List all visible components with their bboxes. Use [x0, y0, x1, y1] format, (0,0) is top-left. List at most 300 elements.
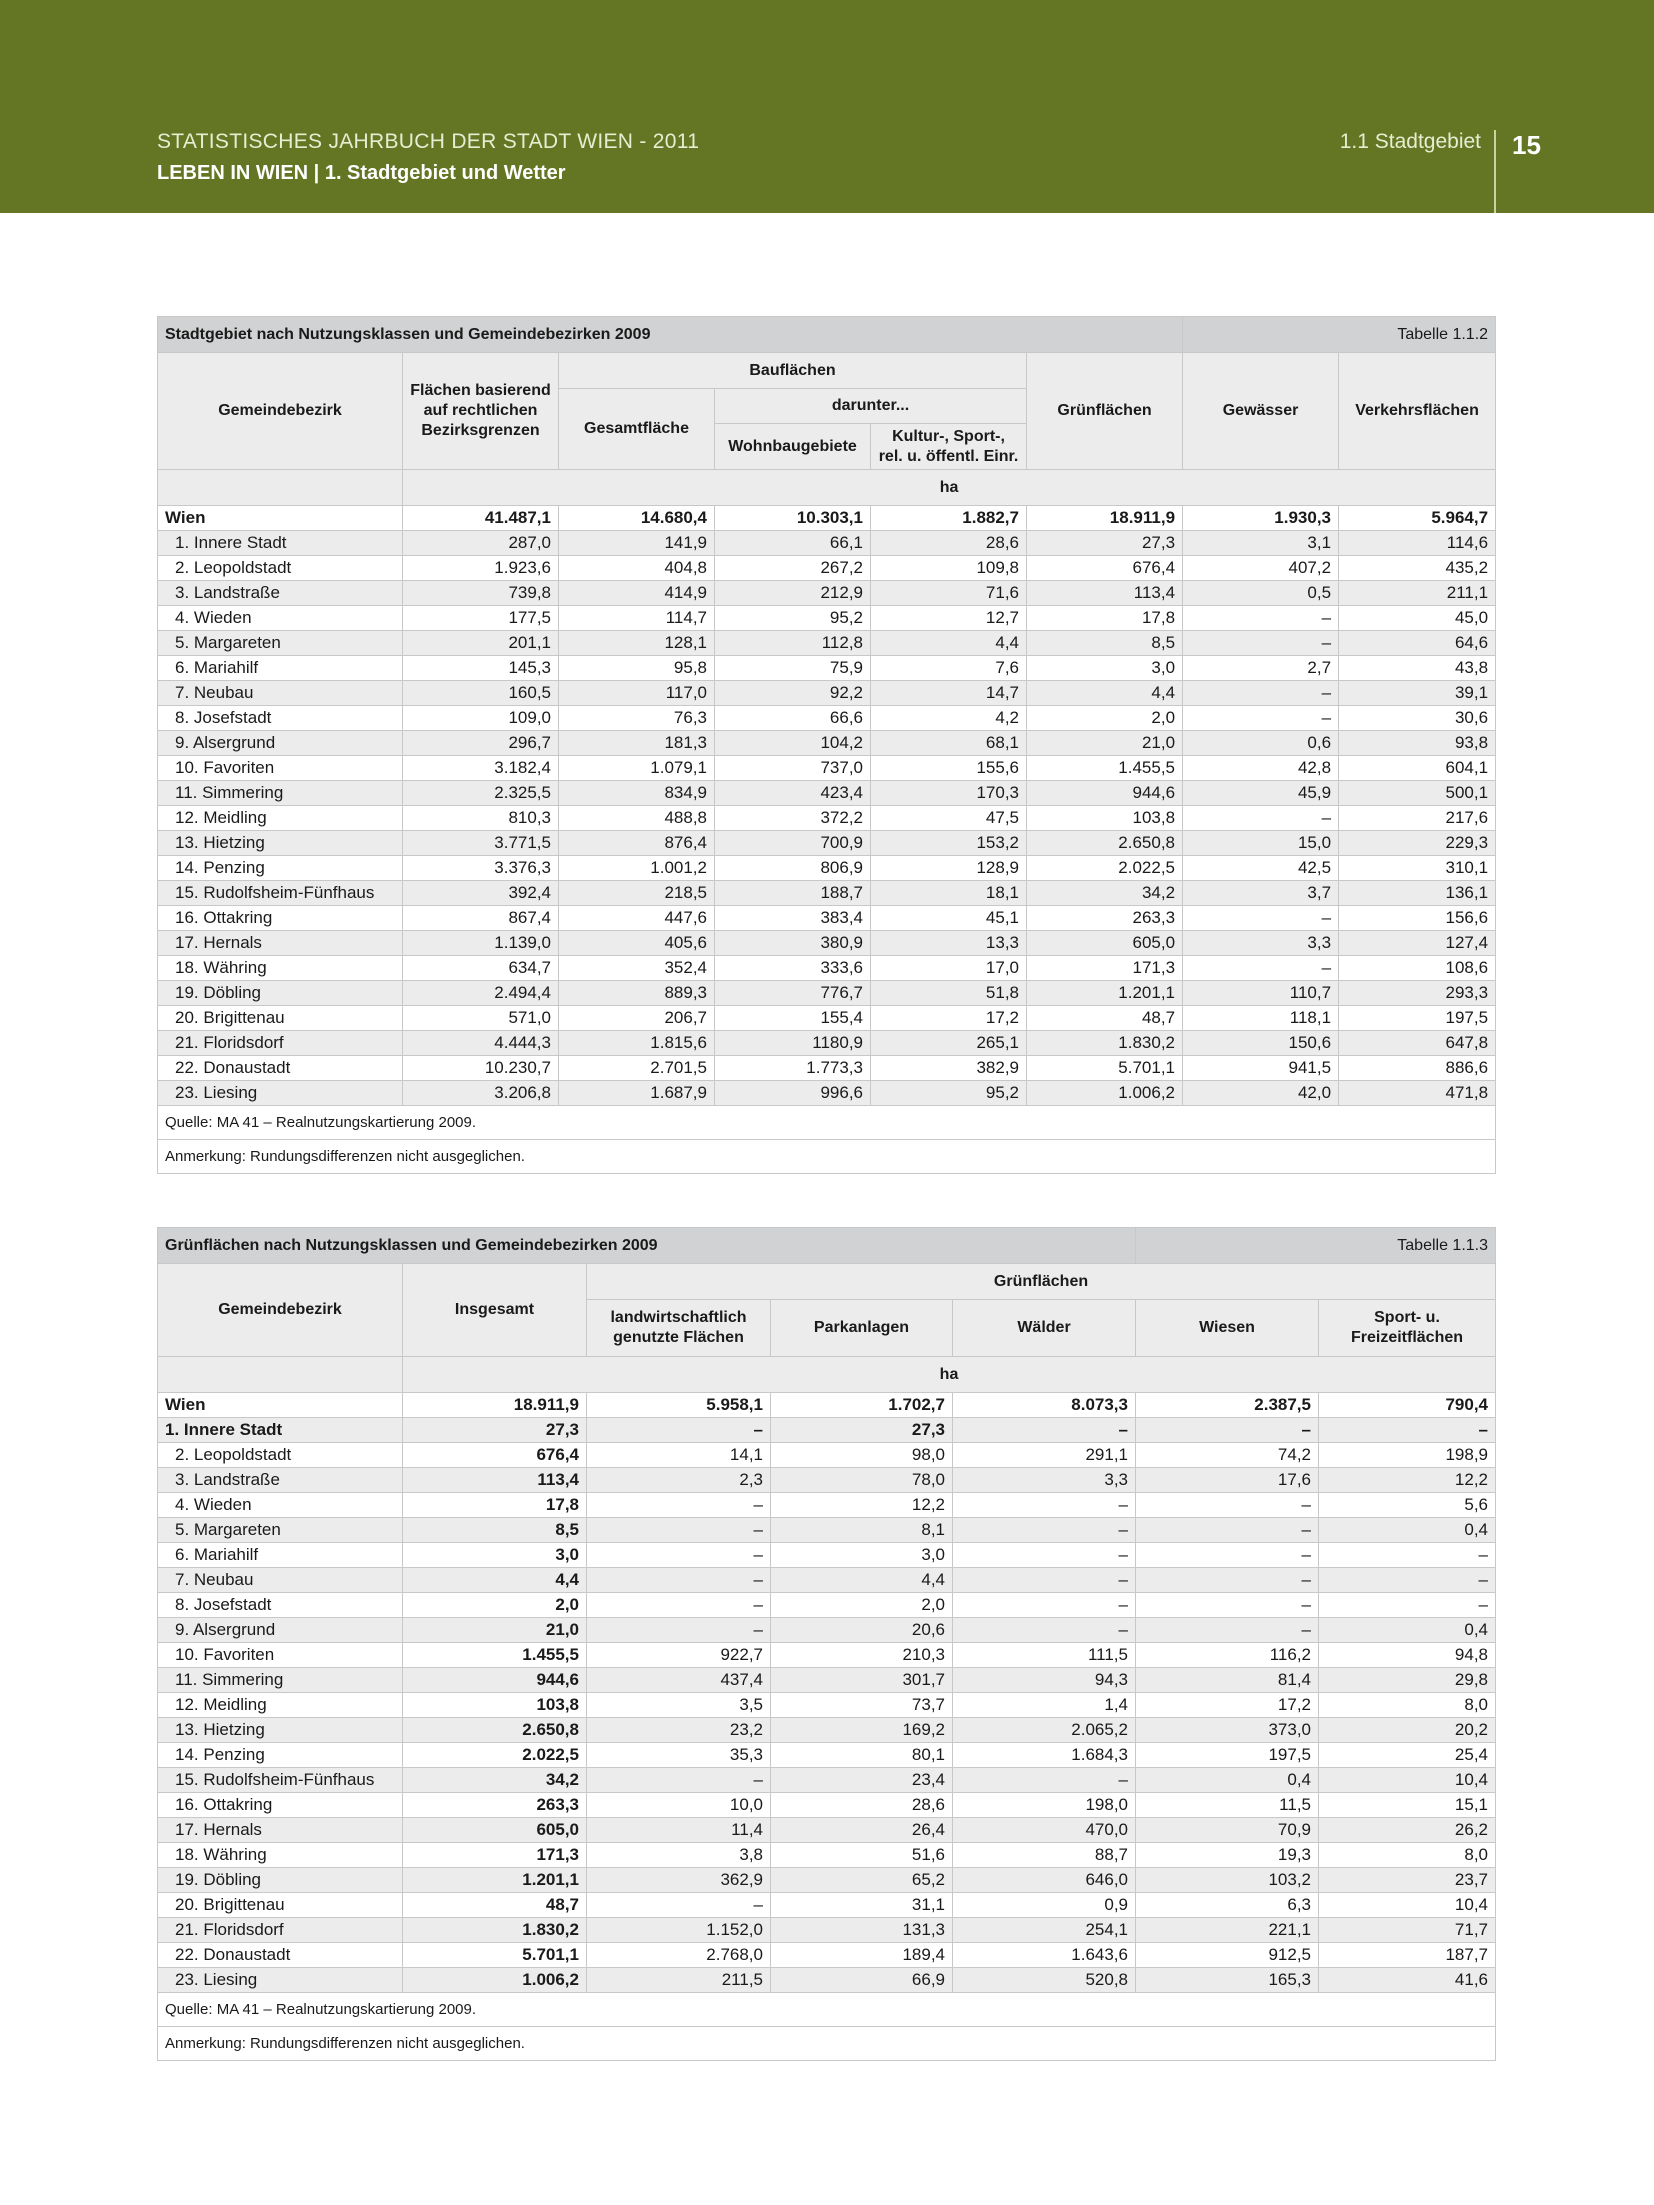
- value-cell: 13,3: [871, 931, 1027, 956]
- district-name: Wien: [158, 506, 403, 531]
- district-name: 11. Simmering: [158, 1668, 403, 1693]
- value-cell: 8.073,3: [953, 1393, 1136, 1418]
- value-cell: 944,6: [1027, 781, 1183, 806]
- value-cell: 189,4: [771, 1943, 953, 1968]
- value-cell: –: [1136, 1618, 1319, 1643]
- value-cell: 8,5: [1027, 631, 1183, 656]
- value-cell: 76,3: [559, 706, 715, 731]
- value-cell: 3.771,5: [403, 831, 559, 856]
- value-cell: 26,2: [1319, 1818, 1496, 1843]
- value-cell: 170,3: [871, 781, 1027, 806]
- value-cell: 5,6: [1319, 1493, 1496, 1518]
- value-cell: 1.006,2: [403, 1968, 587, 1993]
- value-cell: 886,6: [1339, 1056, 1496, 1081]
- value-cell: 3,1: [1183, 531, 1339, 556]
- value-cell: –: [587, 1768, 771, 1793]
- value-cell: 11,4: [587, 1818, 771, 1843]
- value-cell: 117,0: [559, 681, 715, 706]
- value-cell: 17,2: [1136, 1693, 1319, 1718]
- district-name: 22. Donaustadt: [158, 1943, 403, 1968]
- value-cell: –: [1183, 706, 1339, 731]
- value-cell: 17,8: [403, 1493, 587, 1518]
- district-name: 3. Landstraße: [158, 581, 403, 606]
- value-cell: 14.680,4: [559, 506, 715, 531]
- col-header-bezirk: Gemeindebezirk: [158, 353, 403, 470]
- value-cell: 310,1: [1339, 856, 1496, 881]
- value-cell: 1.455,5: [403, 1643, 587, 1668]
- value-cell: 218,5: [559, 881, 715, 906]
- table-row: [158, 1443, 1496, 1468]
- value-cell: 201,1: [403, 631, 559, 656]
- value-cell: 42,5: [1183, 856, 1339, 881]
- value-cell: –: [1319, 1418, 1496, 1443]
- value-cell: 177,5: [403, 606, 559, 631]
- value-cell: 296,7: [403, 731, 559, 756]
- value-cell: 111,5: [953, 1643, 1136, 1668]
- col-header-parkanlagen: Parkanlagen: [771, 1300, 953, 1357]
- value-cell: 75,9: [715, 656, 871, 681]
- value-cell: 922,7: [587, 1643, 771, 1668]
- table-row: [158, 781, 1496, 806]
- value-cell: 23,7: [1319, 1868, 1496, 1893]
- district-name: 6. Mariahilf: [158, 656, 403, 681]
- value-cell: 113,4: [403, 1468, 587, 1493]
- value-cell: 362,9: [587, 1868, 771, 1893]
- value-cell: –: [953, 1593, 1136, 1618]
- value-cell: 95,2: [715, 606, 871, 631]
- value-cell: 109,0: [403, 706, 559, 731]
- table-source: Quelle: MA 41 – Realnutzungskartierung 2009.: [158, 1106, 1496, 1140]
- value-cell: 1.079,1: [559, 756, 715, 781]
- table-1-1-3: [157, 1227, 1496, 2061]
- table-row: [158, 1493, 1496, 1518]
- value-cell: 383,4: [715, 906, 871, 931]
- district-name: 14. Penzing: [158, 1743, 403, 1768]
- value-cell: 889,3: [559, 981, 715, 1006]
- value-cell: 65,2: [771, 1868, 953, 1893]
- value-cell: 198,0: [953, 1793, 1136, 1818]
- yearbook-title: STATISTISCHES JAHRBUCH DER STADT WIEN - 2011: [157, 130, 700, 153]
- value-cell: 4,2: [871, 706, 1027, 731]
- district-name: 4. Wieden: [158, 606, 403, 631]
- value-cell: –: [1183, 631, 1339, 656]
- value-cell: –: [587, 1543, 771, 1568]
- value-cell: –: [1183, 956, 1339, 981]
- district-name: 2. Leopoldstadt: [158, 1443, 403, 1468]
- section-title: 1.1 Stadtgebiet: [1339, 130, 1481, 153]
- value-cell: 81,4: [1136, 1668, 1319, 1693]
- value-cell: –: [1319, 1568, 1496, 1593]
- district-name: 19. Döbling: [158, 981, 403, 1006]
- value-cell: –: [953, 1768, 1136, 1793]
- table-row: [158, 1718, 1496, 1743]
- value-cell: 114,7: [559, 606, 715, 631]
- value-cell: 2.650,8: [1027, 831, 1183, 856]
- value-cell: 5.701,1: [403, 1943, 587, 1968]
- district-name: 17. Hernals: [158, 931, 403, 956]
- value-cell: 265,1: [871, 1031, 1027, 1056]
- value-cell: 42,0: [1183, 1081, 1339, 1106]
- value-cell: 171,3: [403, 1843, 587, 1868]
- value-cell: 17,0: [871, 956, 1027, 981]
- table-row: [158, 1843, 1496, 1868]
- value-cell: 10.230,7: [403, 1056, 559, 1081]
- value-cell: 263,3: [403, 1793, 587, 1818]
- value-cell: 423,4: [715, 781, 871, 806]
- col-header-wiesen: Wiesen: [1136, 1300, 1319, 1357]
- value-cell: 1.773,3: [715, 1056, 871, 1081]
- value-cell: 3,0: [771, 1543, 953, 1568]
- table-row: [158, 1793, 1496, 1818]
- value-cell: 407,2: [1183, 556, 1339, 581]
- value-cell: 520,8: [953, 1968, 1136, 1993]
- value-cell: 5.701,1: [1027, 1056, 1183, 1081]
- value-cell: 447,6: [559, 906, 715, 931]
- value-cell: 47,5: [871, 806, 1027, 831]
- district-name: 20. Brigittenau: [158, 1006, 403, 1031]
- value-cell: –: [1183, 806, 1339, 831]
- value-cell: 3,3: [1183, 931, 1339, 956]
- value-cell: 0,4: [1136, 1768, 1319, 1793]
- value-cell: 647,8: [1339, 1031, 1496, 1056]
- table-row: [158, 1768, 1496, 1793]
- district-name: 21. Floridsdorf: [158, 1031, 403, 1056]
- table-row: [158, 1968, 1496, 1993]
- value-cell: 92,2: [715, 681, 871, 706]
- value-cell: 5.958,1: [587, 1393, 771, 1418]
- value-cell: 0,5: [1183, 581, 1339, 606]
- value-cell: 71,7: [1319, 1918, 1496, 1943]
- unit-label: ha: [403, 470, 1496, 506]
- table-row: [158, 656, 1496, 681]
- table-row: [158, 756, 1496, 781]
- table-row: [158, 806, 1496, 831]
- value-cell: 181,3: [559, 731, 715, 756]
- value-cell: 23,2: [587, 1718, 771, 1743]
- value-cell: 155,6: [871, 756, 1027, 781]
- value-cell: 229,3: [1339, 831, 1496, 856]
- value-cell: 217,6: [1339, 806, 1496, 831]
- table-row: [158, 856, 1496, 881]
- value-cell: 867,4: [403, 906, 559, 931]
- value-cell: 12,2: [771, 1493, 953, 1518]
- value-cell: 2,3: [587, 1468, 771, 1493]
- table-source: Quelle: MA 41 – Realnutzungskartierung 2009.: [158, 1993, 1496, 2027]
- value-cell: 19,3: [1136, 1843, 1319, 1868]
- district-name: 16. Ottakring: [158, 1793, 403, 1818]
- value-cell: 2,0: [1027, 706, 1183, 731]
- value-cell: 1.006,2: [1027, 1081, 1183, 1106]
- value-cell: 634,7: [403, 956, 559, 981]
- district-name: 1. Innere Stadt: [158, 1418, 403, 1443]
- value-cell: 12,7: [871, 606, 1027, 631]
- value-cell: 435,2: [1339, 556, 1496, 581]
- district-name: 7. Neubau: [158, 1568, 403, 1593]
- value-cell: 64,6: [1339, 631, 1496, 656]
- value-cell: 1.643,6: [953, 1943, 1136, 1968]
- value-cell: 131,3: [771, 1918, 953, 1943]
- value-cell: 373,0: [1136, 1718, 1319, 1743]
- value-cell: 10,0: [587, 1793, 771, 1818]
- value-cell: 3,8: [587, 1843, 771, 1868]
- value-cell: 88,7: [953, 1843, 1136, 1868]
- district-name: 13. Hietzing: [158, 831, 403, 856]
- value-cell: –: [1136, 1568, 1319, 1593]
- value-cell: 1.139,0: [403, 931, 559, 956]
- value-cell: 188,7: [715, 881, 871, 906]
- table-row: [158, 1031, 1496, 1056]
- table-row: [158, 1943, 1496, 1968]
- value-cell: 437,4: [587, 1668, 771, 1693]
- district-name: 15. Rudolfsheim-Fünfhaus: [158, 881, 403, 906]
- value-cell: 996,6: [715, 1081, 871, 1106]
- table-row: [158, 1743, 1496, 1768]
- value-cell: 70,9: [1136, 1818, 1319, 1843]
- col-header-darunter: darunter...: [715, 389, 1027, 424]
- table-number: Tabelle 1.1.2: [1183, 317, 1496, 353]
- value-cell: 26,4: [771, 1818, 953, 1843]
- district-name: 18. Währing: [158, 956, 403, 981]
- table-row: [158, 681, 1496, 706]
- table-row: [158, 1056, 1496, 1081]
- value-cell: 35,3: [587, 1743, 771, 1768]
- value-cell: 103,2: [1136, 1868, 1319, 1893]
- district-name: 21. Floridsdorf: [158, 1918, 403, 1943]
- value-cell: 571,0: [403, 1006, 559, 1031]
- value-cell: –: [1136, 1418, 1319, 1443]
- district-name: 2. Leopoldstadt: [158, 556, 403, 581]
- value-cell: 7,6: [871, 656, 1027, 681]
- value-cell: 604,1: [1339, 756, 1496, 781]
- value-cell: 31,1: [771, 1893, 953, 1918]
- value-cell: –: [1136, 1518, 1319, 1543]
- table-row: [158, 931, 1496, 956]
- value-cell: 136,1: [1339, 881, 1496, 906]
- col-header-bezirk: Gemeindebezirk: [158, 1264, 403, 1357]
- value-cell: 45,1: [871, 906, 1027, 931]
- value-cell: 4,4: [1027, 681, 1183, 706]
- value-cell: 1.455,5: [1027, 756, 1183, 781]
- value-cell: 790,4: [1319, 1393, 1496, 1418]
- value-cell: 2.022,5: [403, 1743, 587, 1768]
- value-cell: 267,2: [715, 556, 871, 581]
- value-cell: 10.303,1: [715, 506, 871, 531]
- value-cell: 293,3: [1339, 981, 1496, 1006]
- value-cell: 66,1: [715, 531, 871, 556]
- value-cell: 488,8: [559, 806, 715, 831]
- value-cell: 15,1: [1319, 1793, 1496, 1818]
- value-cell: 3.206,8: [403, 1081, 559, 1106]
- table-title: Grünflächen nach Nutzungsklassen und Gemeindebezirken 2009: [158, 1228, 1136, 1264]
- value-cell: 17,6: [1136, 1468, 1319, 1493]
- value-cell: 10,4: [1319, 1893, 1496, 1918]
- value-cell: 21,0: [1027, 731, 1183, 756]
- value-cell: 392,4: [403, 881, 559, 906]
- value-cell: 2,0: [771, 1593, 953, 1618]
- value-cell: 1.687,9: [559, 1081, 715, 1106]
- value-cell: 3,3: [953, 1468, 1136, 1493]
- table-row: [158, 831, 1496, 856]
- value-cell: 66,9: [771, 1968, 953, 1993]
- value-cell: 5.964,7: [1339, 506, 1496, 531]
- value-cell: 20,6: [771, 1618, 953, 1643]
- value-cell: 95,2: [871, 1081, 1027, 1106]
- district-name: 4. Wieden: [158, 1493, 403, 1518]
- table-row: [158, 506, 1496, 531]
- col-header-bauflaechen: Bauflächen: [559, 353, 1027, 389]
- value-cell: 14,7: [871, 681, 1027, 706]
- value-cell: 3,0: [1027, 656, 1183, 681]
- table-row: [158, 1868, 1496, 1893]
- value-cell: 74,2: [1136, 1443, 1319, 1468]
- value-cell: 127,4: [1339, 931, 1496, 956]
- table-row: [158, 981, 1496, 1006]
- district-name: 5. Margareten: [158, 1518, 403, 1543]
- table-row: [158, 1818, 1496, 1843]
- value-cell: 3,0: [403, 1543, 587, 1568]
- value-cell: 2.065,2: [953, 1718, 1136, 1743]
- col-header-waelder: Wälder: [953, 1300, 1136, 1357]
- value-cell: 944,6: [403, 1668, 587, 1693]
- district-name: 12. Meidling: [158, 806, 403, 831]
- value-cell: 405,6: [559, 931, 715, 956]
- table-row: [158, 581, 1496, 606]
- value-cell: 646,0: [953, 1868, 1136, 1893]
- table-row: [158, 731, 1496, 756]
- value-cell: –: [1319, 1543, 1496, 1568]
- value-cell: 1180,9: [715, 1031, 871, 1056]
- value-cell: 301,7: [771, 1668, 953, 1693]
- district-name: 15. Rudolfsheim-Fünfhaus: [158, 1768, 403, 1793]
- value-cell: 3.376,3: [403, 856, 559, 881]
- value-cell: 8,1: [771, 1518, 953, 1543]
- value-cell: 18,1: [871, 881, 1027, 906]
- value-cell: 103,8: [403, 1693, 587, 1718]
- value-cell: 45,9: [1183, 781, 1339, 806]
- col-header-gesamtflaeche: Gesamtfläche: [559, 389, 715, 470]
- district-name: 6. Mariahilf: [158, 1543, 403, 1568]
- value-cell: 27,3: [403, 1418, 587, 1443]
- value-cell: 27,3: [1027, 531, 1183, 556]
- value-cell: 80,1: [771, 1743, 953, 1768]
- value-cell: 382,9: [871, 1056, 1027, 1081]
- page-number: 15: [1512, 130, 1541, 160]
- value-cell: 912,5: [1136, 1943, 1319, 1968]
- value-cell: 156,6: [1339, 906, 1496, 931]
- value-cell: 1.702,7: [771, 1393, 953, 1418]
- value-cell: 1.930,3: [1183, 506, 1339, 531]
- district-name: 7. Neubau: [158, 681, 403, 706]
- value-cell: 700,9: [715, 831, 871, 856]
- col-header-gruenflaechen: Grünflächen: [1027, 353, 1183, 470]
- value-cell: 112,8: [715, 631, 871, 656]
- col-header-wohnbaugebiete: Wohnbaugebiete: [715, 424, 871, 470]
- value-cell: 211,1: [1339, 581, 1496, 606]
- value-cell: 71,6: [871, 581, 1027, 606]
- table-row: [158, 1418, 1496, 1443]
- value-cell: 3,7: [1183, 881, 1339, 906]
- district-name: 23. Liesing: [158, 1081, 403, 1106]
- value-cell: 8,0: [1319, 1843, 1496, 1868]
- table-row: [158, 1668, 1496, 1693]
- value-cell: –: [587, 1568, 771, 1593]
- value-cell: 94,8: [1319, 1643, 1496, 1668]
- value-cell: 287,0: [403, 531, 559, 556]
- value-cell: 6,3: [1136, 1893, 1319, 1918]
- value-cell: –: [953, 1618, 1136, 1643]
- value-cell: –: [1183, 906, 1339, 931]
- table-row: [158, 1693, 1496, 1718]
- value-cell: 197,5: [1136, 1743, 1319, 1768]
- value-cell: 48,7: [1027, 1006, 1183, 1031]
- value-cell: 291,1: [953, 1443, 1136, 1468]
- value-cell: 676,4: [403, 1443, 587, 1468]
- value-cell: –: [1136, 1593, 1319, 1618]
- district-name: 18. Währing: [158, 1843, 403, 1868]
- value-cell: –: [587, 1518, 771, 1543]
- value-cell: 145,3: [403, 656, 559, 681]
- value-cell: 471,8: [1339, 1081, 1496, 1106]
- value-cell: 2.387,5: [1136, 1393, 1319, 1418]
- value-cell: 605,0: [1027, 931, 1183, 956]
- header-divider: [1494, 130, 1496, 213]
- value-cell: 48,7: [403, 1893, 587, 1918]
- value-cell: 150,6: [1183, 1031, 1339, 1056]
- district-name: 9. Alsergrund: [158, 1618, 403, 1643]
- value-cell: 41,6: [1319, 1968, 1496, 1993]
- value-cell: 2.022,5: [1027, 856, 1183, 881]
- table-body: [158, 506, 1496, 1106]
- col-header-insgesamt: Insgesamt: [403, 1264, 587, 1357]
- table-row: [158, 706, 1496, 731]
- value-cell: 28,6: [771, 1793, 953, 1818]
- value-cell: 21,0: [403, 1618, 587, 1643]
- col-header-landwirtschaftlich: landwirtschaftlich genutzte Flächen: [587, 1300, 771, 1357]
- value-cell: 128,9: [871, 856, 1027, 881]
- value-cell: 676,4: [1027, 556, 1183, 581]
- value-cell: 4,4: [871, 631, 1027, 656]
- table-row: [158, 1643, 1496, 1668]
- value-cell: –: [1319, 1593, 1496, 1618]
- district-name: 1. Innere Stadt: [158, 531, 403, 556]
- value-cell: 34,2: [1027, 881, 1183, 906]
- value-cell: –: [587, 1618, 771, 1643]
- col-header-flaechen: Flächen basierend auf rechtlichen Bezirksgrenzen: [403, 353, 559, 470]
- value-cell: –: [953, 1518, 1136, 1543]
- value-cell: 43,8: [1339, 656, 1496, 681]
- value-cell: 98,0: [771, 1443, 953, 1468]
- value-cell: 2.325,5: [403, 781, 559, 806]
- value-cell: 834,9: [559, 781, 715, 806]
- value-cell: 1.684,3: [953, 1743, 1136, 1768]
- value-cell: 1.201,1: [403, 1868, 587, 1893]
- value-cell: 187,7: [1319, 1943, 1496, 1968]
- value-cell: 0,9: [953, 1893, 1136, 1918]
- value-cell: 27,3: [771, 1418, 953, 1443]
- value-cell: 28,6: [871, 531, 1027, 556]
- value-cell: 1.830,2: [403, 1918, 587, 1943]
- value-cell: 20,2: [1319, 1718, 1496, 1743]
- value-cell: 605,0: [403, 1818, 587, 1843]
- col-header-kultur-sport: Kultur-, Sport-, rel. u. öffentl. Einr.: [871, 424, 1027, 470]
- col-header-gewaesser: Gewässer: [1183, 353, 1339, 470]
- value-cell: 1.152,0: [587, 1918, 771, 1943]
- value-cell: 263,3: [1027, 906, 1183, 931]
- value-cell: –: [587, 1593, 771, 1618]
- district-name: 19. Döbling: [158, 1868, 403, 1893]
- value-cell: 876,4: [559, 831, 715, 856]
- value-cell: 68,1: [871, 731, 1027, 756]
